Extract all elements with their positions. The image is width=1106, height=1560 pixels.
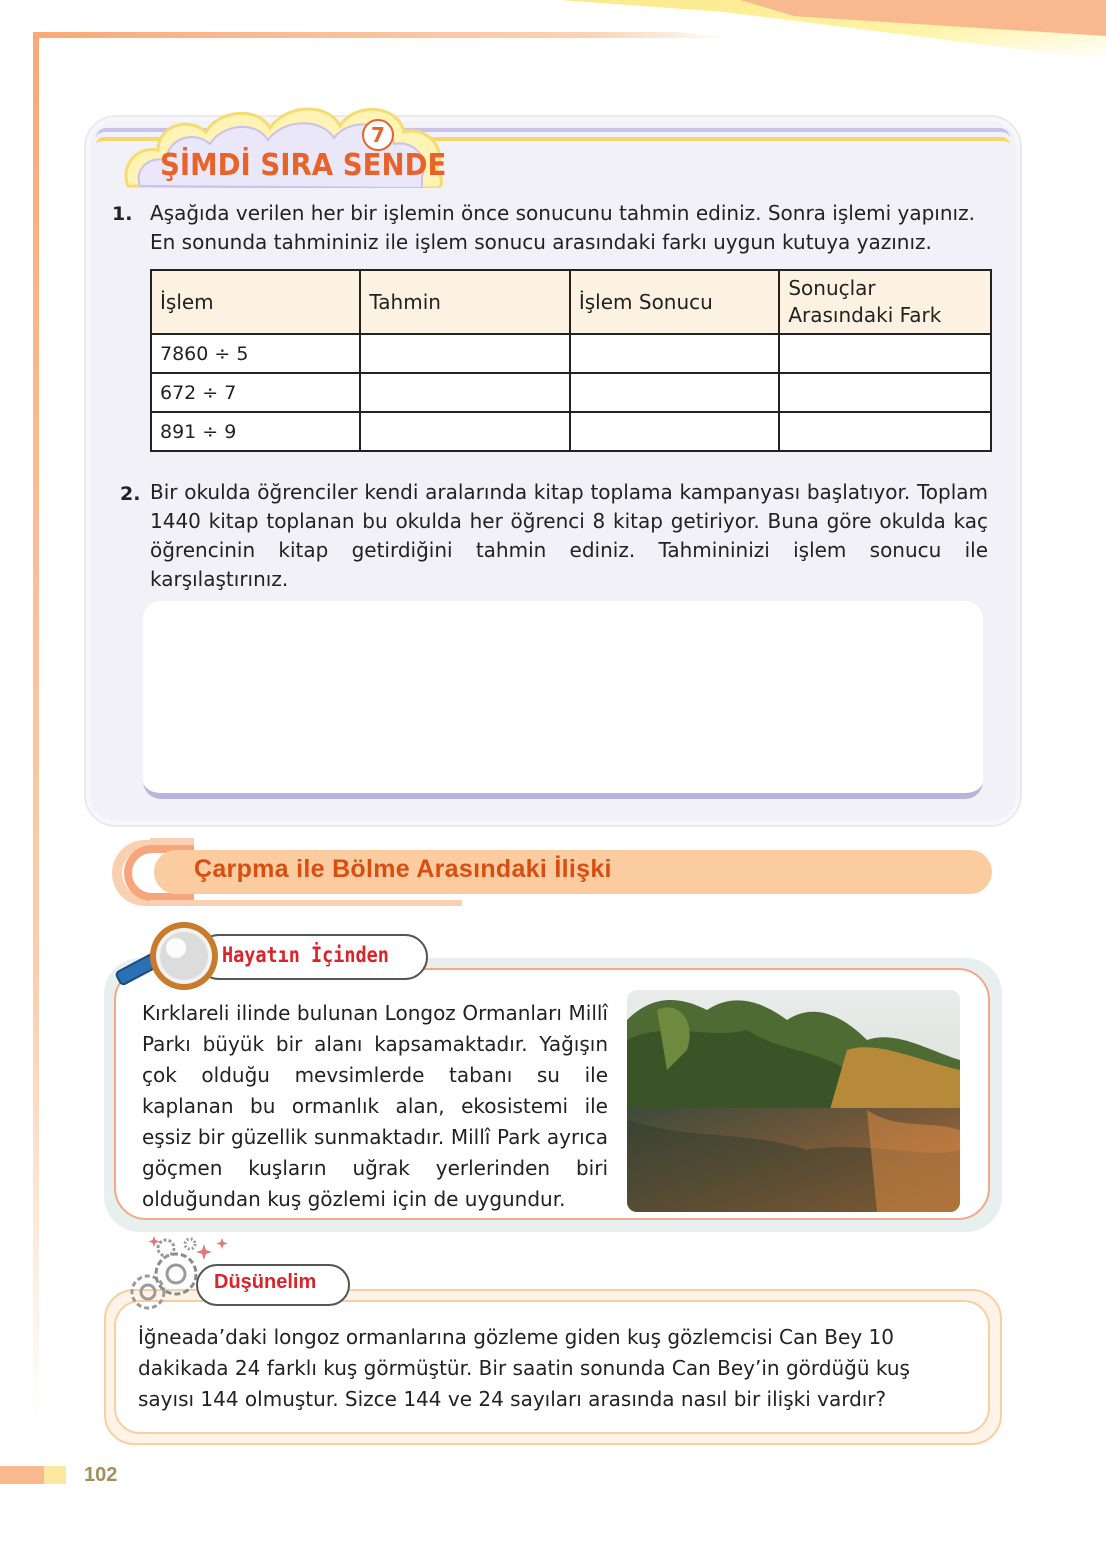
header-operation: İşlem	[151, 270, 360, 334]
cell-operation: 7860 ÷ 5	[151, 334, 360, 373]
topic-title: Çarpma ile Bölme Arasındaki İlişki	[194, 855, 612, 883]
life-tag-label: Hayatın İçinden	[222, 943, 389, 967]
cell-result[interactable]	[570, 334, 779, 373]
think-text: İğneada’daki longoz ormanlarına gözleme giden kuş gözlemcisi Can Bey 10 dakikada 24 farklı kuş görmüştür. Bir saatin sonunda Can Bey’in gördüğü kuş sayısı 144 olmuştur. Sizce 144 ve 24 sayıları arasında nasıl bir ilişki vardır?	[138, 1325, 910, 1411]
table-row	[151, 334, 991, 373]
page-frame-left	[33, 32, 39, 1422]
cell-result[interactable]	[570, 373, 779, 412]
cell-result[interactable]	[570, 412, 779, 451]
cell-estimate[interactable]	[360, 373, 569, 412]
page-frame-top	[33, 32, 733, 38]
forest-lake-photo	[627, 990, 960, 1212]
page-number: 102	[84, 1464, 118, 1486]
table-row	[151, 412, 991, 451]
footer-bar-yellow	[44, 1466, 66, 1484]
banner-line-top	[150, 838, 194, 843]
cell-estimate[interactable]	[360, 334, 569, 373]
cell-estimate[interactable]	[360, 412, 569, 451]
cell-operation: 672 ÷ 7	[151, 373, 360, 412]
cell-difference[interactable]	[779, 412, 991, 451]
cell-operation: 891 ÷ 9	[151, 412, 360, 451]
life-text: Kırklareli ilinde bulunan Longoz Ormanları Millî Parkı büyük bir alanı kapsamaktadır. Yağışın çok olduğu mevsimlerde tabanı su ile kaplanan bu ormanlık alan, ekosistemi ile eşsiz bir güzellik sunmaktadır. Millî Park ayrıca göçmen kuşların uğrak yerlerinden biri olduğundan kuş gözlemi için de uygundur.	[142, 1001, 608, 1211]
section-number: 7	[362, 119, 394, 151]
answer-box[interactable]	[143, 601, 983, 799]
magnifier-icon	[112, 918, 222, 998]
header-difference: Sonuçlar Arasındaki Fark	[779, 270, 991, 334]
operations-table	[150, 269, 992, 452]
cell-difference[interactable]	[779, 334, 991, 373]
header-result: İşlem Sonucu	[570, 270, 779, 334]
question-1-number: 1.	[112, 203, 133, 225]
cell-difference[interactable]	[779, 373, 991, 412]
question-1-text: Aşağıda verilen her bir işlemin önce sonucunu tahmin ediniz. Sonra işlemi yapınız. En sonunda tahmininiz ile işlem sonucu arasındaki farkı uygun kutuya yazınız.	[150, 201, 975, 254]
question-2-number: 2.	[120, 483, 141, 505]
table-row	[151, 373, 991, 412]
section-title: ŞİMDİ SIRA SENDE	[160, 148, 447, 183]
banner-line-bottom	[150, 900, 462, 906]
table-header-row	[151, 270, 991, 334]
footer-bar-orange	[0, 1466, 44, 1484]
question-2-text: Bir okulda öğrenciler kendi aralarında kitap toplama kampanyası başlatıyor. Toplam 1440 kitap toplanan bu okulda her öğrenci 8 kitap getiriyor. Buna göre okulda kaç öğrencinin kitap getirdiğini tahmin ediniz. Tahmininizi işlem sonucu ile karşılaştırınız.	[150, 480, 988, 591]
think-tag-label: Düşünelim	[214, 1271, 317, 1293]
header-estimate: Tahmin	[360, 270, 569, 334]
